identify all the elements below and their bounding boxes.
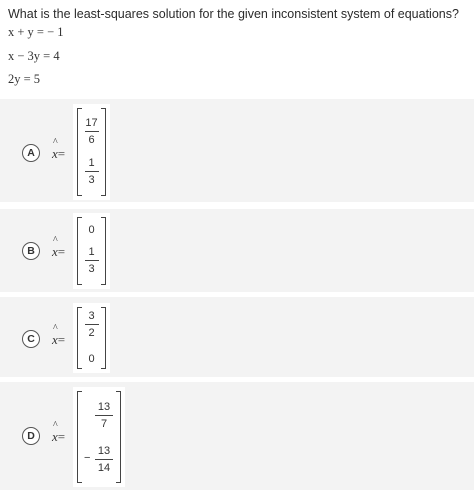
vector-entry-1: 3 2 [73, 309, 110, 340]
option-d[interactable] [0, 382, 474, 490]
solution-vector [73, 387, 125, 487]
vector-entry-1: 13 7 [83, 400, 125, 431]
solution-vector [73, 213, 110, 289]
vector-entry-1: 17 6 [85, 117, 98, 146]
vector-entry-1: 0 [88, 224, 95, 236]
equation-2: x − 3y = 4 [8, 49, 60, 63]
question-text: What is the least-squares solution for the given inconsistent system of equations? [8, 7, 459, 21]
xhat-label: ^ x= [52, 244, 65, 260]
option-a-radio[interactable]: A [22, 144, 40, 162]
option-b[interactable] [0, 209, 474, 292]
option-c[interactable] [0, 297, 474, 377]
vector-entry-2: 13 14 [83, 444, 125, 475]
vector-entry-2: 0 [88, 353, 95, 365]
equation-3: 2y = 5 [8, 72, 41, 86]
option-a[interactable] [0, 99, 474, 202]
vector-entry-2: 1 3 [73, 156, 110, 187]
vector-entry-2: 1 3 [73, 245, 110, 276]
option-b-radio[interactable]: B [22, 242, 40, 260]
xhat-label: ^ x= [52, 332, 65, 348]
solution-vector [73, 303, 110, 373]
option-d-radio[interactable]: D [22, 427, 40, 445]
option-c-radio[interactable]: C [22, 330, 40, 348]
solution-vector [73, 104, 110, 200]
negative-sign: − [84, 452, 91, 464]
xhat-label: ^ x= [52, 146, 65, 162]
xhat-label: ^ x= [52, 429, 65, 445]
equation-1: x + y = − 1 [8, 25, 64, 39]
